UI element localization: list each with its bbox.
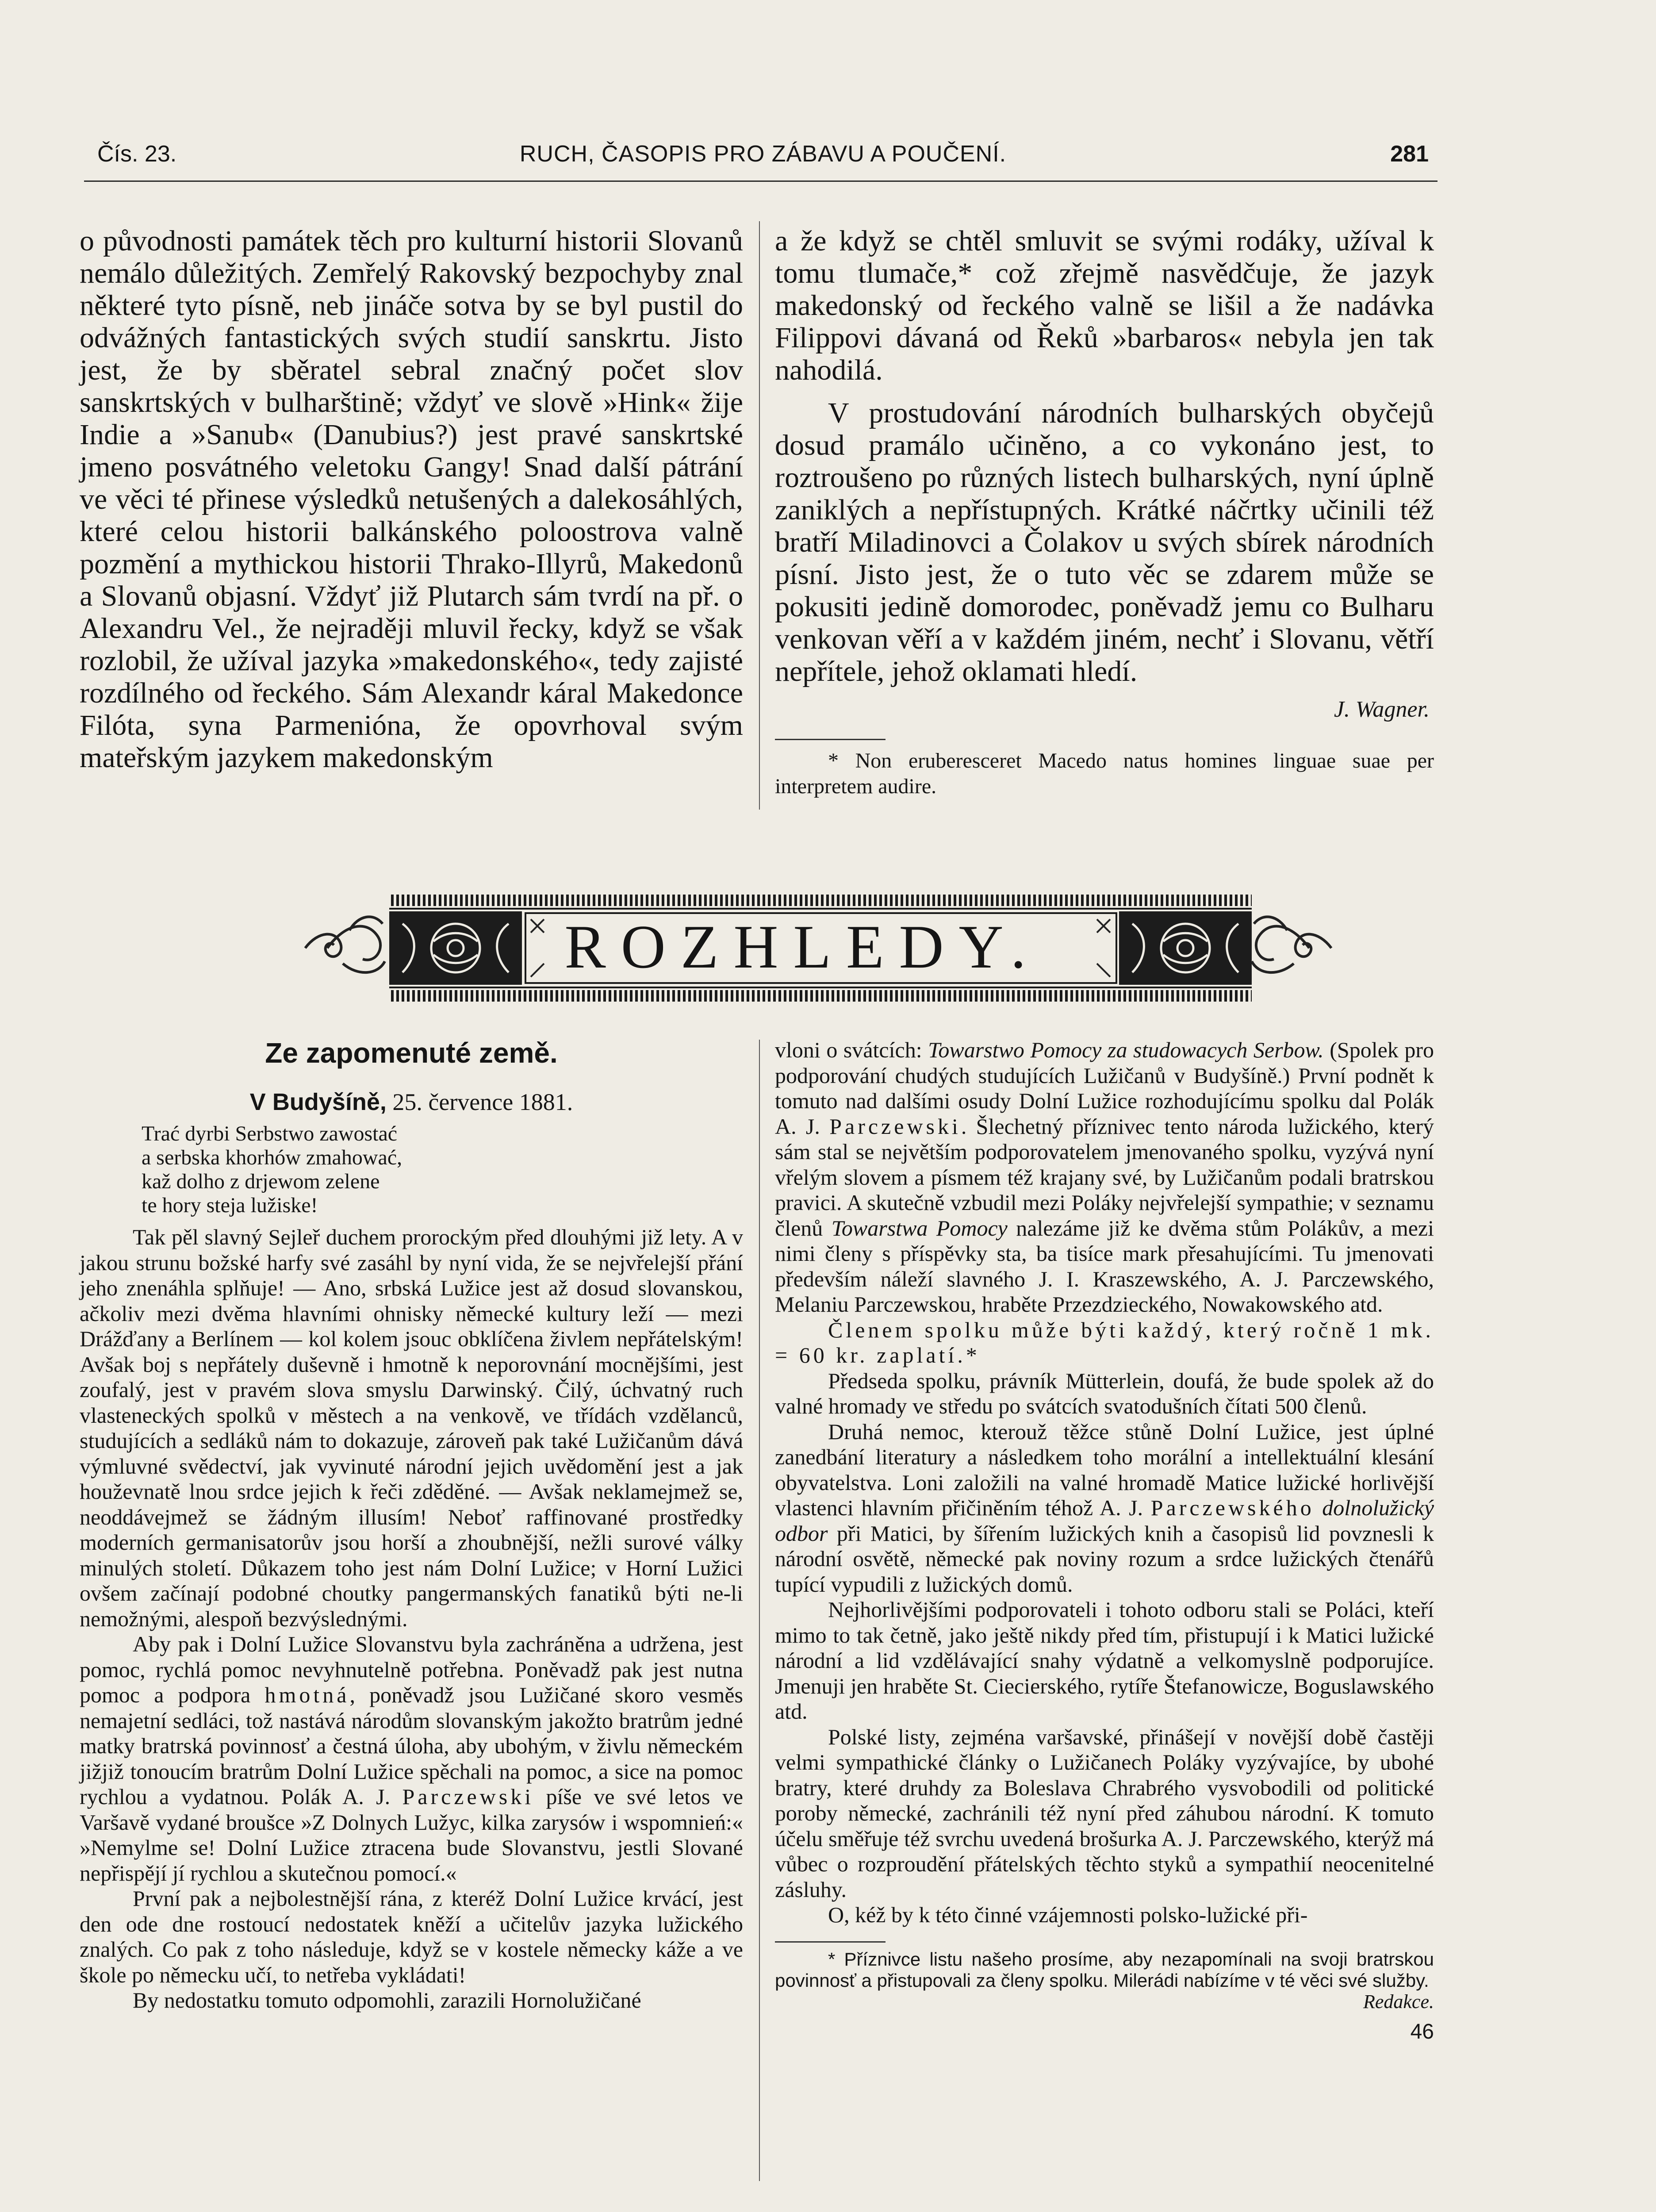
top-left-column bbox=[80, 225, 743, 774]
column-divider bbox=[759, 1040, 760, 2181]
header-rule bbox=[84, 180, 1438, 182]
footnote-signature: Redakce. bbox=[1363, 1990, 1434, 2012]
paragraph: a že když se chtěl smluvit se svými rodáky, užíval k tomu tlumače,* což zřejmě nasvědčuje, že jazyk makedonský od řeckého valně se lišil a že nadávka Filippovi dávaná od Řeků »barbaros« nebyla jen tak nahodilá. bbox=[775, 225, 1434, 386]
column-divider bbox=[759, 221, 760, 810]
paragraph: O, kéž by k této činné vzájemnosti polsko-lužické při- bbox=[828, 1902, 1308, 1927]
issue-number: Čís. 23. bbox=[97, 141, 177, 167]
paragraph: V prostudování národních bulharských obyčejů dosud pramálo učiněno, a co vykonáno jest, to roztroušeno po různých listech bulharských, nyní úplně zaniklých a nepřístupných. Krátké náčrtky učinili též bratří Miladinovci a Čolakov u svých sbírek národních písní. Jisto jest, že o tuto věc se zdarem může se pokusiti jedině domorodec, poněvadž jemu co Bulharu venkovan věří a v každém jiném, nechť i Slovanu, větří nepřítele, jehož oklamati hledí. bbox=[775, 397, 1434, 687]
footnote-rule bbox=[775, 1941, 886, 1943]
footnote: * Non eruberesceret Macedo natus homines linguae suae per interpretem audire. bbox=[775, 749, 1434, 798]
dateline bbox=[80, 1088, 743, 1116]
poem-quote bbox=[142, 1122, 743, 1217]
article-right-column bbox=[775, 1037, 1434, 2045]
article-left-column bbox=[80, 1035, 743, 2013]
poem-line: a serbska khorhów zmahować, bbox=[142, 1146, 402, 1169]
poem-line: te hory steja lužiske! bbox=[142, 1194, 318, 1217]
dateline-date: 25. července 1881. bbox=[392, 1089, 573, 1115]
paragraph: Polské listy, zejména varšavské, přinášejí v novější době častěji velmi sympathické články o Lužičanech Poláky vyzývajíce, by ubohé bratry, které druhdy za Boleslava Chrabrého vysvobodili od politické poroby německé, zachránili též nyní před záhubou národní. K tomuto účelu směřuje též svrchu uvedená brošurka A. J. Parczewského, kterýž má vůbec o rozproudění přátelských těchto styků a sympathií neocenitelné zásluhy. bbox=[775, 1724, 1434, 1902]
article-title: Ze zapomenuté země. bbox=[265, 1037, 558, 1069]
sheet-number: 46 bbox=[1410, 2020, 1434, 2043]
footnote: * Příznivce listu našeho prosíme, aby nezapomínali na svoji bratrskou povinnosť a přistupovali za členy spolku. Milerádi nabízíme v té věci své služby. bbox=[775, 1948, 1434, 1991]
paragraph: Druhá nemoc, kterouž těžce stůně Dolní Lužice, jest úplné zanedbání literatury a následkem toho morální a intellektuální klesání obyvatelstva. Loni založili na valné hromadě Matice lužické horlivější vlastenci hlavním přičiněním téhož A. J. Parczewského dolnolužický odbor při Matici, by šířením lužických knih a časopisů lid povznesli k národní osvětě, německé pak noviny rozum a srdce lužických čtenářů tupící vypudili z lužických domů. bbox=[775, 1419, 1434, 1597]
poem-line: Trać dyrbi Serbstwo zawostać bbox=[142, 1122, 398, 1145]
paragraph: Členem spolku může býti každý, který ročně 1 mk. = 60 kr. zaplatí.* bbox=[775, 1317, 1434, 1367]
paragraph: Tak pěl slavný Sejleř duchem prorockým před dlouhými již lety. A v jakou strunu božské harfy své zasáhl by nyní vida, že se nejvřelejší přání jeho znenáhla splňuje! — Ano, srbská Lužice jest až dosud slovanskou, ačkoliv mezi dvěma hlavními ohnisky německé kultury leží — mezi Drážďany a Berlínem — kol kolem jsouc obklíčena živlem nepřátelským! Avšak boj s nepřátely duševně i hmotně k neporovnání mocnějšími, jest zoufalý, jest v pravém slova smyslu Darwinský. Čilý, úchvatný ruch vlasteneckých spolků v městech a na venkově, ve třídách vzdělanců, studujících a sedláků nám to dokazuje, zároveň pak také Lužičanům dává výmluvné svědectví, jak vyvinuté národní jejich uvědomění jest a jak houževnatě lnou srdce jejich k řeči zděděné. — Avšak neklamejmež se, neoddávejmež se žádným illusím! Neboť raffinované prostředky moderních germanisatorův jsou horší a zhoubnější, nežli surové války minulých století. Důkazem toho jest nám Dolní Lužice; v Horní Lužici ovšem začínají podobné choutky pangermanských fanatiků býti ne-li nemožnými, alespoň bezvýslednými. bbox=[80, 1225, 743, 1631]
author-signature: J. Wagner. bbox=[1334, 697, 1430, 722]
dateline-place: V Budyšíně, bbox=[249, 1089, 387, 1115]
paragraph: By nedostatku tomuto odpomohli, zarazili Hornolužičané bbox=[133, 1988, 641, 2012]
paragraph: První pak a nejbolestnější rána, z kteréž Dolní Lužice krvácí, jest den ode dne rostoucí nedostatek kněží a učitelův jazyka lužického znalých. Co pak z toho následuje, když se v kostele německy káže a ve škole po německu učí, to netřeba vykládati! bbox=[80, 1886, 743, 1987]
footnote-rule bbox=[775, 739, 886, 740]
paragraph: vloni o svátcích: Towarstwo Pomocy za studowacych Serbow. (Spolek pro podporování chudých studujících Lužičanů v Budyšíně.) První podnět k tomuto nad dalšími osudy Dolní Lužice rozhodujícímu spolku dal Polák A. J. Parczewski. Šlechetný příznivec tento národa lužického, který sám stal se největším podporovatelem jmenovaného spolku, vyzývá nyní vřelým slovem a písmem též krajany své, by Lužičanům podali bratrskou pravici. A skutečně vzbudil mezi Poláky nejvřelejší sympathie; v seznamu členů Towarstwa Pomocy nalezáme již ke dvěma stům Polákův, a mezi nimi členy s příspěvky sta, ba tisíce mark přesahujícími. Tu jmenovati především náleží slavného J. I. Kraszewského, A. J. Parczewského, Melaniu Parczewskou, hraběte Przezdzieckého, Nowakowského atd. bbox=[775, 1037, 1434, 1317]
running-head bbox=[97, 141, 1429, 172]
journal-title: RUCH, ČASOPIS PRO ZÁBAVU A POUČENÍ. bbox=[519, 141, 1007, 167]
paragraph: Aby pak i Dolní Lužice Slovanstvu byla zachráněna a udržena, jest pomoc, rychlá pomoc nevyhnutelně potřebna. Poněvadž pak jest nutna pomoc a podpora hmotná, poněvadž jsou Lužičané skoro vesměs nemajetní sedláci, tož nastává národům slovanským jakožto bratrům jedné matky bratrská povinnosť a čestná úloha, aby ubohým, v živlu německém jižjiž tonoucím bratrům Dolní Lužice spěchali na pomoc, a sice na pomoc rychlou a vydatnou. Polák A. J. Parczewski píše ve své letos ve Varšavě vydané broušce »Z Dolnych Lužyc, kilka zarysów i wspomnień:« »Nemylme se! Dolní Lužice ztracena bude Slovanstvu, jestli Slované nepřispějí jí rychlou a skutečnou pomocí.« bbox=[80, 1632, 744, 1886]
section-ornament bbox=[301, 888, 1336, 1008]
paragraph: Nejhorlivějšími podporovateli i tohoto odboru stali se Poláci, kteří mimo to tak četně, jako ještě nikdy před tím, přistupují i k Matici lužické národní a lid vzdělávající snahy výdatně a velkomyslně podporujíce. Jmenuji jen hraběte St. Ciecierského, rytíře Štefanowicze, Boguslawského atd. bbox=[775, 1597, 1434, 1724]
page-number: 281 bbox=[1390, 141, 1429, 167]
paragraph: o původnosti památek těch pro kulturní historii Slovanů nemálo důležitých. Zemřelý Rakovský bezpochyby znal některé tyto písně, neb jináče sotva by se byl pustil do odvážných fantastických svých studií sanskrtu. Jisto jest, že by sběratel sebral značný počet slov sanskrtských v bulharštině; vždyť ve slově »Hink« žije Indie a »Sanub« (Danubius?) jest pravé sanskrtské jmeno posvátného veletoku Gangy! Snad další pátrání ve věci té přinese výsledků netušených a dalekosáhlých, které celou historii balkánského poloostrova valně pozmění a mythickou historii Thrako-Illyrů, Makedonů a Slovanů objasní. Vždyť již Plutarch sám tvrdí na př. o Alexandru Vel., že nejraději mluvil řecky, když se však rozlobil, že užíval jazyka »makedonského«, tedy zajisté rozdílného od řeckého. Sám Alexandr káral Makedonce Filóta, syna Parmenióna, že opovrhoval svým mateřským jazykem makedonským bbox=[80, 225, 743, 774]
section-heading: ROZHLEDY. bbox=[564, 913, 1041, 981]
poem-line: kaž dolho z drjewom zelene bbox=[142, 1170, 380, 1193]
paragraph: Předseda spolku, právník Mütterlein, doufá, že bude spolek až do valné hromady ve středu po svátcích svatodušních čítati 500 členů. bbox=[775, 1368, 1434, 1418]
top-right-column bbox=[775, 225, 1434, 799]
